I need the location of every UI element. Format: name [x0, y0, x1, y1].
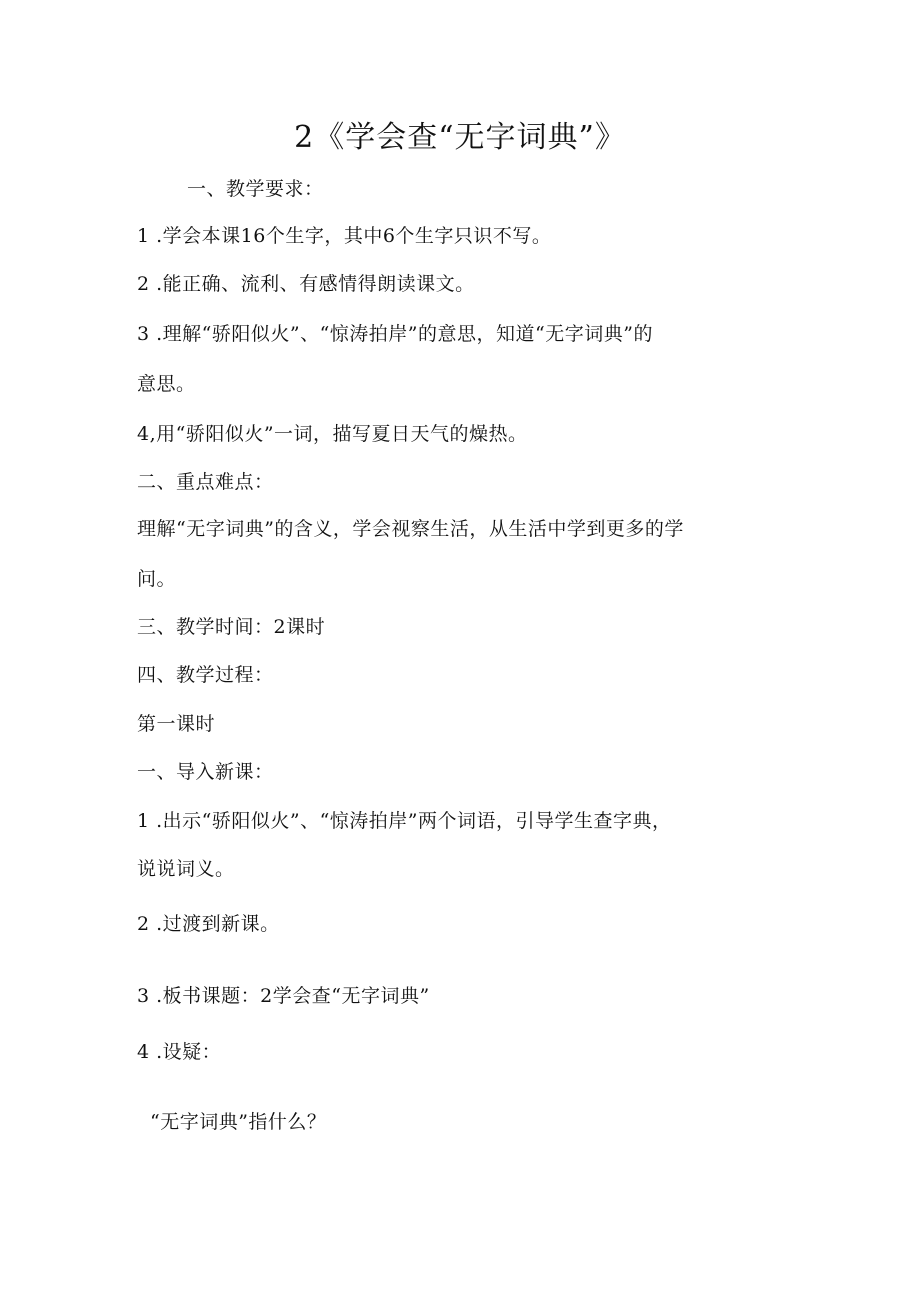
section-heading-process: 四、教学过程：: [137, 664, 274, 686]
requirement-item-3-continued: 意思。: [137, 373, 196, 395]
section-heading-requirements: 一、教学要求：: [187, 178, 324, 200]
intro-step-1-continued: 说说词义。: [137, 858, 235, 880]
question-text: “无字词典”指什么？: [150, 1111, 327, 1133]
requirement-item-2: 2 .能正确、流利、有感情得朗读课文。: [137, 273, 475, 295]
lesson-heading-first: 第一课时: [137, 713, 216, 735]
intro-step-3: 3 .板书课题：2学会查“无字词典”: [137, 985, 430, 1007]
intro-step-2: 2 .过渡到新课。: [137, 913, 280, 935]
section-heading-time: 三、教学时间：2课时: [137, 616, 326, 638]
document-title: 2《学会查“无字词典”》: [294, 120, 626, 155]
requirement-item-4: 4,用“骄阳似火”一词，描写夏日天气的燥热。: [137, 423, 528, 445]
requirement-item-1: 1 .学会本课16个生字，其中6个生字只识不写。: [137, 225, 552, 247]
key-points-text: 理解“无字词典”的含义，学会视察生活，从生活中学到更多的学: [137, 518, 684, 540]
section-heading-key-points: 二、重点难点：: [137, 471, 274, 493]
step-heading-intro: 一、导入新课：: [137, 761, 274, 783]
requirement-item-3: 3 .理解“骄阳似火”、“惊涛拍岸”的意思，知道“无字词典”的: [137, 323, 653, 345]
intro-step-4: 4 .设疑：: [137, 1041, 222, 1063]
intro-step-1: 1 .出示“骄阳似火”、“惊涛拍岸”两个词语，引导学生查字典，: [137, 810, 672, 832]
key-points-text-continued: 问。: [137, 568, 177, 590]
